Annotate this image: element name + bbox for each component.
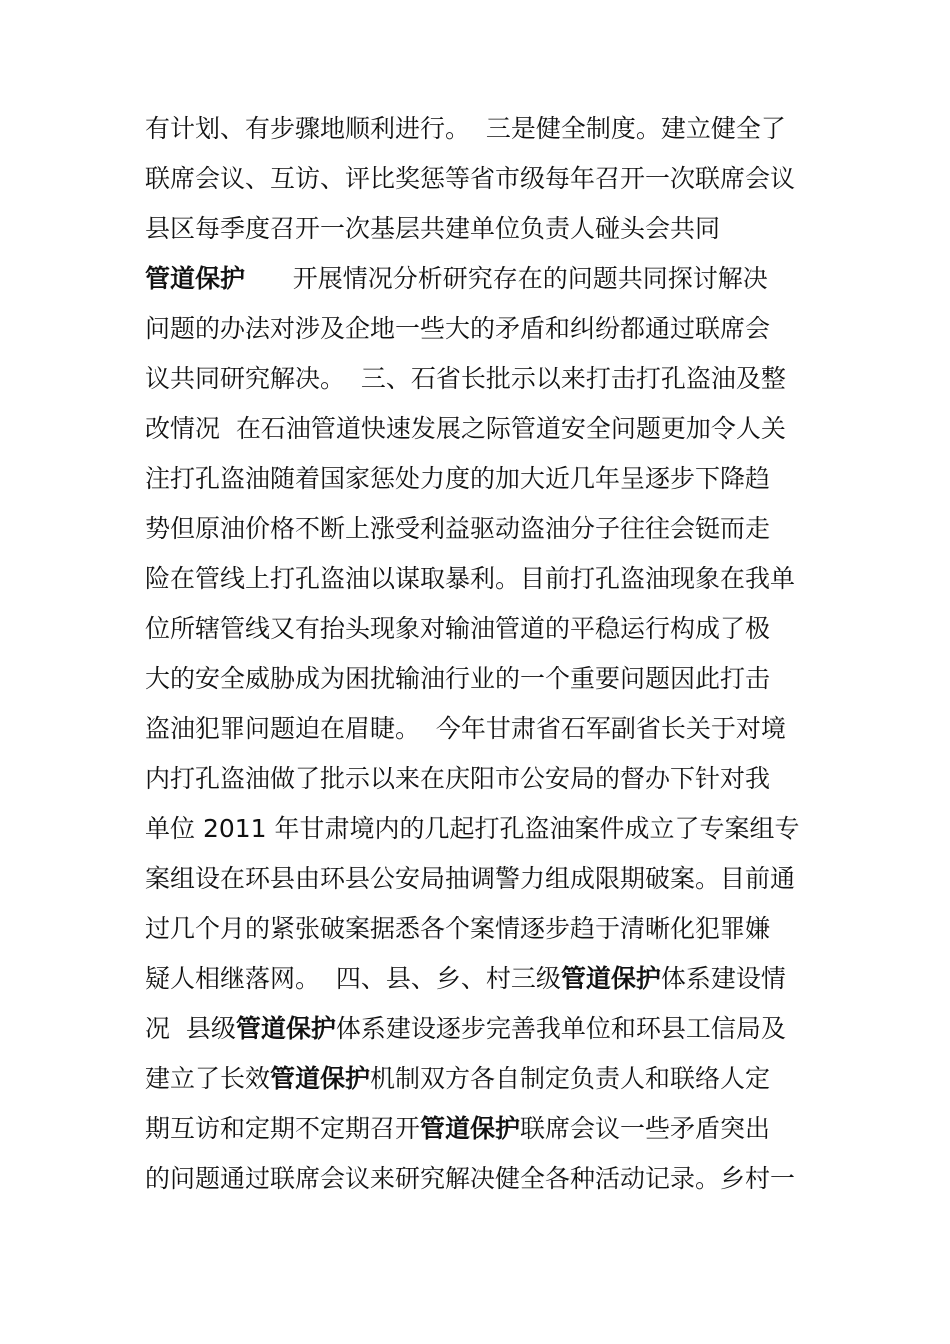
text-line — [145, 1054, 825, 1104]
text-segment: 单位 2011 年甘肃境内的几起打孔盗油案件成立了专案组专 — [145, 814, 800, 843]
text-segment: 问题的办法对涉及企地一些大的矛盾和纠纷都通过联席会 — [145, 314, 771, 343]
text-line — [145, 704, 825, 754]
text-segment: 体系建设逐步完善我单位和环县工信局及 — [335, 1014, 786, 1043]
text-line — [145, 554, 825, 604]
text-line — [145, 1154, 825, 1204]
text-line — [145, 654, 825, 704]
text-line — [145, 1104, 825, 1154]
bold-keyword: 管道保护 — [145, 264, 246, 293]
text-segment: 的问题通过联席会议来研究解决健全各种活动记录。乡村一 — [145, 1164, 796, 1193]
text-line — [145, 104, 825, 154]
text-segment: 内打孔盗油做了批示以来在庆阳市公安局的督办下针对我 — [145, 764, 771, 793]
text-segment: 体系建设情 — [660, 964, 786, 993]
text-line — [145, 404, 825, 454]
text-segment: 期互访和定期不定期召开 — [145, 1114, 421, 1143]
text-segment: 盗油犯罪问题迫在眉睫。 今年甘肃省石军副省长关于对境 — [145, 714, 786, 743]
text-segment: 大的安全威胁成为困扰输油行业的一个重要问题因此打击 — [145, 664, 771, 693]
text-segment: 位所辖管线又有抬头现象对输油管道的平稳运行构成了极 — [145, 614, 771, 643]
text-segment: 机制双方各自制定负责人和联络人定 — [370, 1064, 771, 1093]
text-segment: 险在管线上打孔盗油以谋取暴利。目前打孔盗油现象在我单 — [145, 564, 796, 593]
text-line — [145, 754, 825, 804]
text-segment: 疑人相继落网。 四、县、乡、村三级 — [145, 964, 561, 993]
text-line — [145, 1004, 825, 1054]
text-line — [145, 204, 825, 254]
text-line — [145, 904, 825, 954]
text-segment: 势但原油价格不断上涨受利益驱动盗油分子往往会铤而走 — [145, 514, 771, 543]
bold-keyword: 管道保护 — [420, 1114, 521, 1143]
text-segment: 建立了长效 — [145, 1064, 271, 1093]
text-segment: 过几个月的紧张破案据悉各个案情逐步趋于清晰化犯罪嫌 — [145, 914, 771, 943]
text-segment: 县区每季度召开一次基层共建单位负责人碰头会共同 — [145, 214, 721, 243]
text-segment: 开展情况分析研究存在的问题共同探讨解决 — [245, 264, 768, 293]
text-segment: 有计划、有步骤地顺利进行。 三是健全制度。建立健全了 — [145, 114, 786, 143]
bold-keyword: 管道保护 — [235, 1014, 336, 1043]
text-segment: 改情况 在石油管道快速发展之际管道安全问题更加令人关 — [145, 414, 786, 443]
body-text — [145, 104, 825, 1204]
text-segment: 议共同研究解决。 三、石省长批示以来打击打孔盗油及整 — [145, 364, 786, 393]
bold-keyword: 管道保护 — [560, 964, 661, 993]
text-segment: 联席会议一些矛盾突出 — [520, 1114, 771, 1143]
text-segment: 况 县级 — [145, 1014, 236, 1043]
text-segment: 注打孔盗油随着国家惩处力度的加大近几年呈逐步下降趋 — [145, 464, 771, 493]
text-line — [145, 254, 825, 304]
text-line — [145, 154, 825, 204]
text-line — [145, 504, 825, 554]
text-segment: 案组设在环县由环县公安局抽调警力组成限期破案。目前通 — [145, 864, 796, 893]
text-line — [145, 354, 825, 404]
text-line — [145, 954, 825, 1004]
text-line — [145, 454, 825, 504]
text-segment: 联席会议、互访、评比奖惩等省市级每年召开一次联席会议 — [145, 164, 796, 193]
text-line — [145, 854, 825, 904]
text-line — [145, 304, 825, 354]
bold-keyword: 管道保护 — [270, 1064, 371, 1093]
text-line — [145, 804, 825, 854]
text-line — [145, 604, 825, 654]
